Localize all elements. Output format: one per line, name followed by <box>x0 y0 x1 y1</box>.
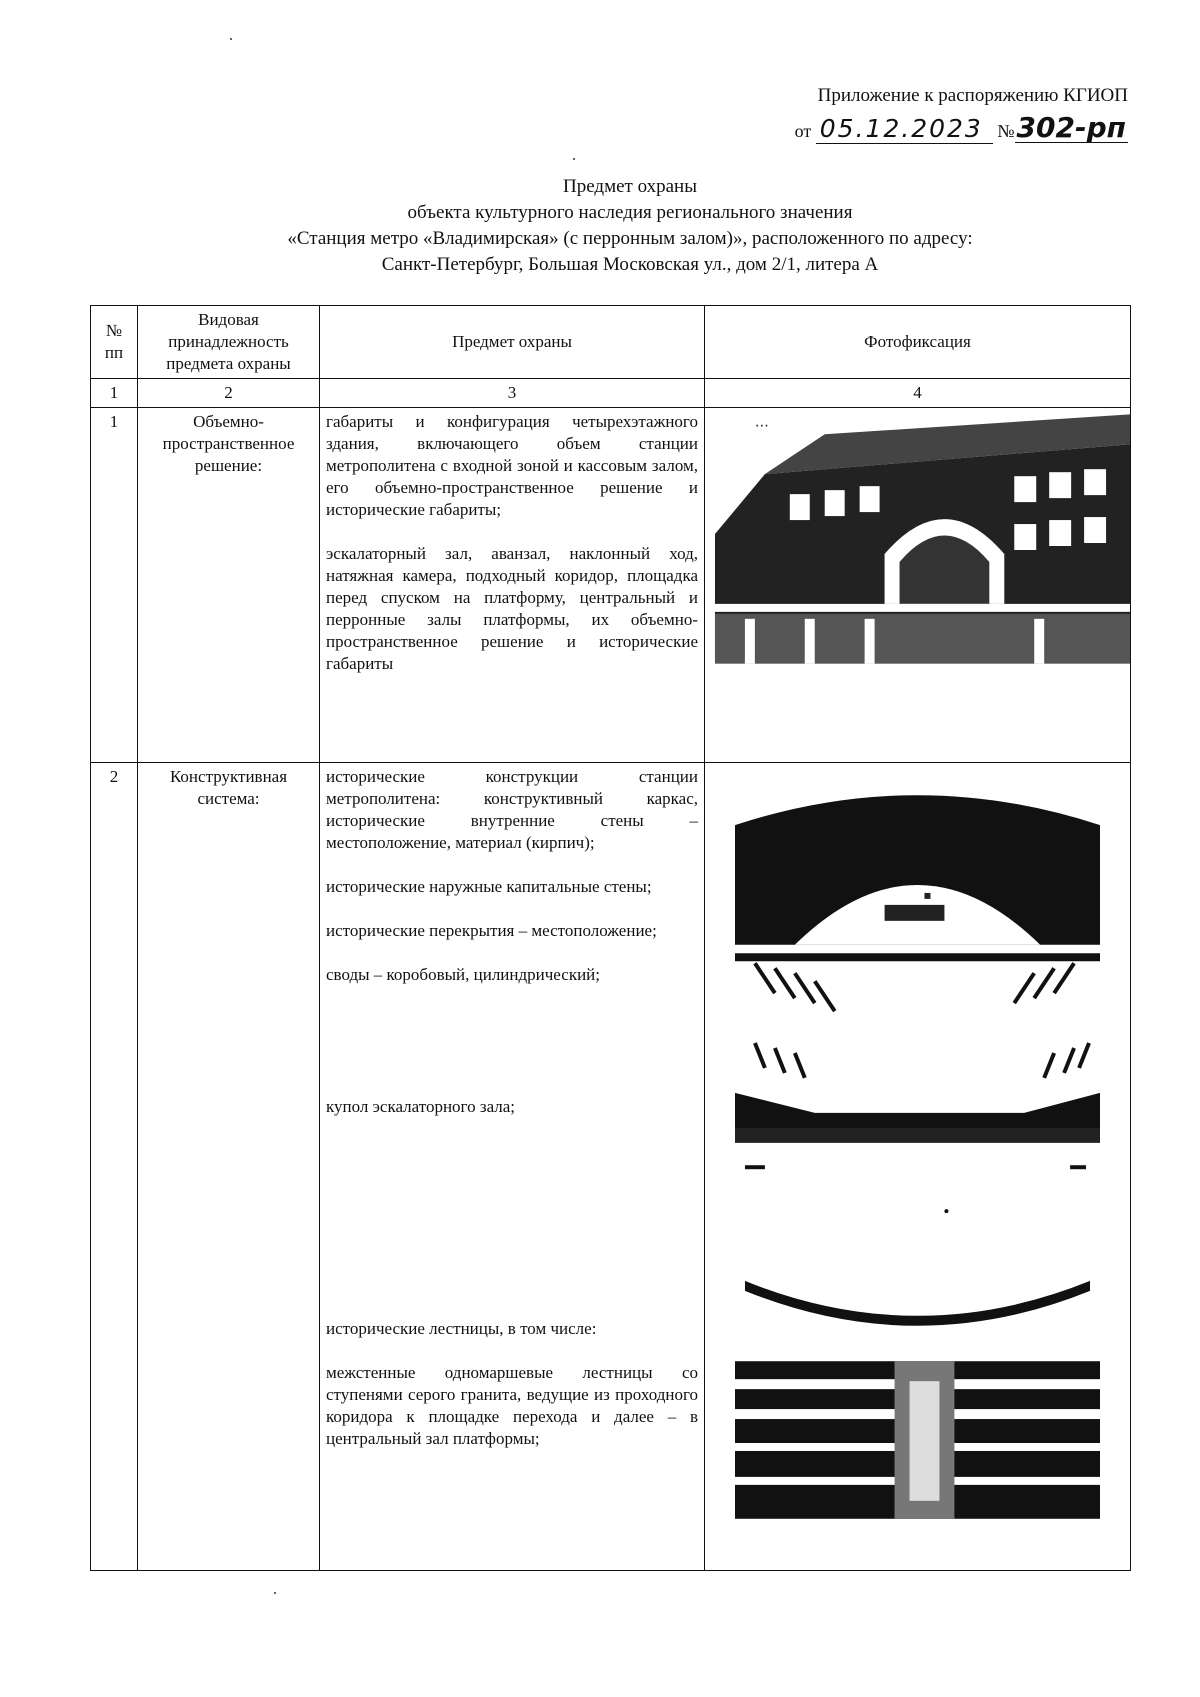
col-number: 2 <box>138 379 320 408</box>
row-num: 2 <box>91 763 138 1571</box>
handwritten-date: 05.12.2023 <box>816 115 993 144</box>
row-type: Конструктивная система: <box>138 763 320 1571</box>
row-photo <box>705 763 1131 1571</box>
appendix-date-number <box>708 111 1128 145</box>
document-title <box>120 174 1140 278</box>
subject-item: исторические лестницы, в том числе: <box>326 1319 597 1338</box>
col-number: 4 <box>705 379 1131 408</box>
subject-item: габариты и конфигурация четырехэтажного здания, включающего объем станции метрополитена с входной зоной и кассовым залом, его объемно-пространственное решение и исторические габариты; <box>326 412 698 519</box>
svg-text:…: … <box>754 414 769 431</box>
title-line-3: «Станция метро «Владимирская» (с перронным залом)», расположенного по адресу: <box>287 228 973 249</box>
title-line-1: Предмет охраны <box>563 176 697 197</box>
station-building-photo <box>705 414 1130 684</box>
subject-item: исторические наружные капитальные стены; <box>326 877 652 896</box>
row-subject <box>320 763 705 1571</box>
number-prefix: № <box>997 121 1015 141</box>
appendix-line: Приложение к распоряжению КГИОП <box>817 85 1128 106</box>
subject-item: исторические перекрытия – местоположение; <box>326 921 657 940</box>
header-num: № пп <box>91 306 138 379</box>
row-photo <box>705 408 1131 763</box>
row-type: Объемно-пространственное решение: <box>138 408 320 763</box>
col-number: 3 <box>320 379 705 408</box>
appendix-header <box>708 82 1128 145</box>
header-subject: Предмет охраны <box>320 306 705 379</box>
table-row <box>91 408 1131 763</box>
header-photo: Фотофиксация <box>705 306 1131 379</box>
title-line-2: объекта культурного наследия регионального значения <box>407 202 853 223</box>
subject-item: межстенные одномаршевые лестницы со ступенями серого гранита, ведущие из проходного коридора к площадке перехода и далее – в центральный зал платформы; <box>326 1363 698 1448</box>
subject-item: своды – коробовый, цилиндрический; <box>326 965 600 984</box>
vault-photo-1 <box>735 785 1100 945</box>
subject-item: исторические конструкции станции метрополитена: конструктивный каркас, исторические внутренние стены – местоположение, материал (кирпич); <box>326 767 698 852</box>
table-header-row <box>91 306 1131 379</box>
row-subject <box>320 408 705 763</box>
protection-subject-table <box>90 305 1131 1571</box>
row-num: 1 <box>91 408 138 763</box>
handwritten-number: 302-рп <box>1016 111 1126 144</box>
title-line-4: Санкт-Петербург, Большая Московская ул., дом 2/1, литера А <box>381 254 879 275</box>
vault-photo-2 <box>735 953 1100 1143</box>
escalator-dome-photo <box>735 1161 1100 1331</box>
column-number-row <box>91 379 1131 408</box>
staircase-photo <box>735 1361 1100 1519</box>
subject-item: эскалаторный зал, аванзал, наклонный ход, натяжная камера, подходный коридор, площадка перед спуском на платформу, центральный и перронные залы платформы, их объемно-пространственное решение и исторические габариты <box>326 544 698 673</box>
table-row <box>91 763 1131 1571</box>
header-type: Видовая принадлежность предмета охраны <box>138 306 320 379</box>
date-prefix: от <box>794 121 812 141</box>
subject-item: купол эскалаторного зала; <box>326 1097 516 1116</box>
col-number: 1 <box>91 379 138 408</box>
